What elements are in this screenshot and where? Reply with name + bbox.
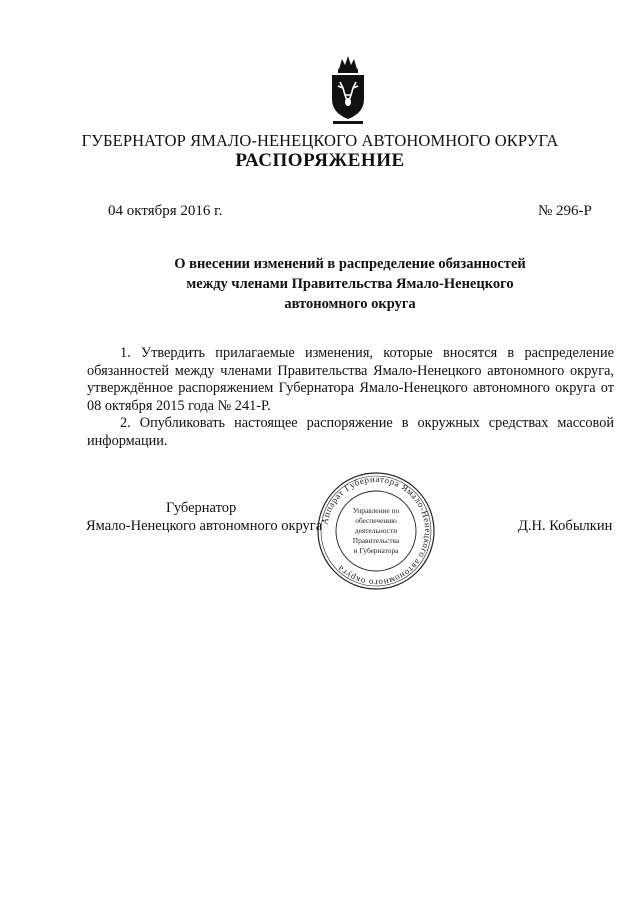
seal-center-line: и Губернатора (353, 546, 399, 555)
document-date: 04 октября 2016 г. (108, 203, 223, 219)
seal-center-line: Правительства (352, 536, 400, 545)
coat-of-arms-icon (323, 55, 373, 125)
issuing-authority: ГУБЕРНАТОР ЯМАЛО-НЕНЕЦКОГО АВТОНОМНОГО ОКРУГА (81, 131, 559, 150)
seal-center-line: деятельности (354, 526, 398, 535)
subject-line: О внесении изменений в распределение обязанностей (174, 256, 526, 272)
subject-line: между членами Правительства Ямало-Ненецкого (186, 276, 514, 292)
document-body (87, 345, 614, 450)
signatory-title-region: Ямало-Ненецкого автономного округа (86, 518, 323, 534)
seal-center-line: Управление по (352, 506, 400, 515)
document-subject (120, 254, 580, 314)
official-seal-stamp (315, 470, 437, 592)
document-number: № 296-Р (538, 203, 592, 219)
document-type-title: РАСПОРЯЖЕНИЕ (235, 150, 405, 171)
body-item: 1. Утвердить прилагаемые изменения, которые вносятся в распределение обязанностей между членами Правительства Ямало-Ненецкого автономного округа, утверждённое распоряжением Губернатора Ямало-Ненецкого автономного округа от 08 октября 2015 года № 241-Р. (87, 345, 614, 414)
seal-ring-text: Аппарат Губернатора Ямало-Ненецкого автономного округа (319, 473, 434, 589)
seal-center-line: обеспечению (355, 516, 397, 525)
signatory-title: Губернатор (166, 500, 237, 516)
signatory-name: Д.Н. Кобылкин (518, 518, 613, 534)
subject-line: автономного округа (284, 296, 416, 312)
body-item: 2. Опубликовать настоящее распоряжение в окружных средствах массовой информации. (87, 415, 614, 449)
